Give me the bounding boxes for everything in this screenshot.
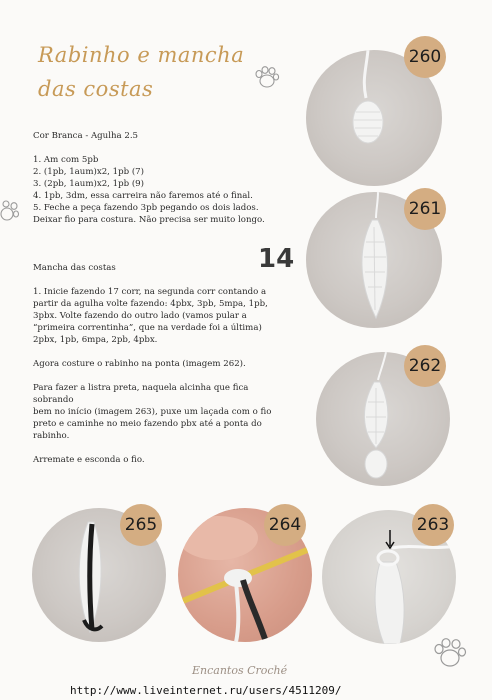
instruction-line: 3. (2pb, 1aum)x2, 1pb (9) [33,179,144,189]
paw-print-icon [0,200,20,224]
instruction-line: 1. Inicie fazendo 17 corr, na segunda corr contando a [33,287,267,297]
page-number: 14 [258,244,295,274]
instruction-line: 3pbx. Volte fazendo do outro lado (vamos pular a [33,311,247,321]
instruction-line: Para fazer a listra preta, naquela alcinha que fica sobrando [33,383,249,405]
title-line-1: Rabinho e mancha [38,43,245,67]
step-badge-263: 263 [412,504,454,546]
step-badge-260: 260 [404,36,446,78]
paw-print-icon [432,638,468,670]
instruction-line: Arremate e esconda o fio. [33,455,145,465]
instruction-line: Agora costure o rabinho na ponta (imagem 262). [33,359,246,369]
title-line-2: das costas [38,77,154,101]
instruction-line: “primeira correntinha”, que na verdade foi a última) [33,323,262,333]
step-badge-265: 265 [120,504,162,546]
instruction-line: partir da agulha volte fazendo: 4pbx, 3pb, 5mpa, 1pb, [33,299,268,309]
page-title [38,38,258,106]
instruction-line: 2. (1pb, 1aum)x2, 1pb (7) [33,167,144,177]
paw-print-icon [254,66,280,90]
instruction-line: 4. 1pb, 3dm, essa carreira não faremos até o final. [33,191,253,201]
instruction-line: 1. Am com 5pb [33,155,99,165]
instruction-line: 5. Feche a peça fazendo 3pb pegando os dois lados. [33,203,259,213]
instruction-line: 2pbx, 1pb, 6mpa, 2pb, 4pbx. [33,335,158,345]
source-url[interactable]: http://www.liveinternet.ru/users/4511209/ [70,684,342,697]
instruction-line: rabinho. [33,431,70,441]
instruction-line: bem no início (imagem 263), puxe um laçada com o fio [33,407,272,417]
tail-instructions [33,130,283,226]
step-badge-261: 261 [404,188,446,230]
step-badge-264: 264 [264,504,306,546]
tail-heading: Cor Branca - Agulha 2.5 [33,131,139,141]
patch-heading: Mancha das costas [33,263,116,273]
instruction-line: preto e caminhe no meio fazendo pbx até a ponta do [33,419,262,429]
back-patch-instructions [33,262,283,466]
instruction-line: Deixar fio para costura. Não precisa ser muito longo. [33,215,265,225]
brand-signature: Encantos Croché [192,664,288,677]
step-badge-262: 262 [404,345,446,387]
